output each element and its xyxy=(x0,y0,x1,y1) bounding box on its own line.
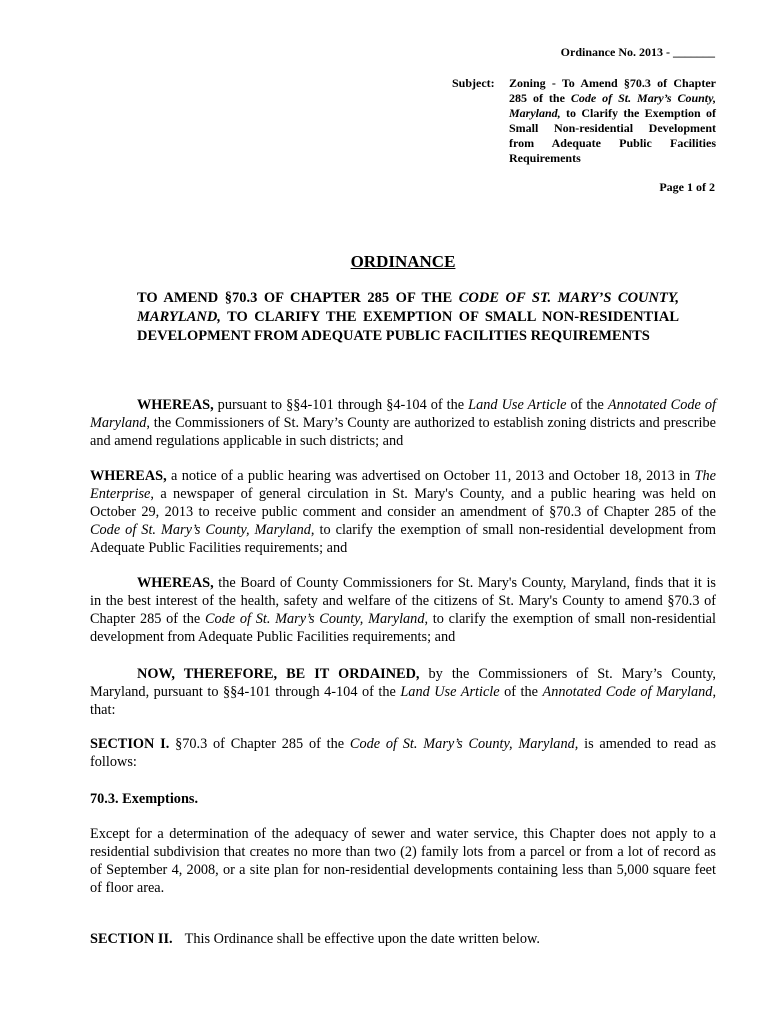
ordained-paragraph: NOW, THEREFORE, BE IT ORDAINED, by the Commissioners of St. Mary’s County, Maryland, pursuant to §§4-101 through 4-104 of the Land Use Article of the Annotated Code of Maryland, that: xyxy=(90,666,717,718)
subject-text: Zoning - To Amend §70.3 of Chapter 285 of the Code of St. Mary’s County, Maryland, to Clarify the Exemption of Small Non-residential Development from Adequate Public Facilities Requirements xyxy=(509,76,717,165)
ordinance-number: Ordinance No. 2013 - _______ xyxy=(560,45,715,59)
section-two: SECTION II. This Ordinance shall be effective upon the date written below. xyxy=(90,931,540,947)
ordinance-heading: TO AMEND §70.3 OF CHAPTER 285 OF THE CODE OF ST. MARY’S COUNTY, MARYLAND, TO CLARIFY THE EXEMPTION OF SMALL NON-RESIDENTIAL DEVELOPMENT FROM ADEQUATE PUBLIC FACILITIES REQUIREMENTS xyxy=(137,290,680,344)
whereas-paragraph-3: WHEREAS, the Board of County Commissioners for St. Mary's County, Maryland, finds that it is in the best interest of the health, safety and welfare of the citizens of St. Mary's County to amend §70.3 of Chapter 285 of the Code of St. Mary’s County, Maryland, to clarify the exemption of small non-residential development from Adequate Public Facilities requirements; and xyxy=(90,575,716,645)
section-one: SECTION I. §70.3 of Chapter 285 of the Code of St. Mary’s County, Maryland, is amended to read as follows: xyxy=(90,736,717,770)
exemptions-text: Except for a determination of the adequacy of sewer and water service, this Chapter does not apply to a residential subdivision that creates no more than two (2) family lots from a parcel or from a lot of record as of September 4, 2008, or a site plan for non-residential developments containing less than 5,000 square feet of floor area. xyxy=(90,826,716,896)
subject-label: Subject: xyxy=(452,76,495,90)
page-number: Page 1 of 2 xyxy=(659,180,715,194)
whereas-paragraph-2: WHEREAS, a notice of a public hearing was advertised on October 11, 2013 and October 18, 2013 in The Enterprise, a newspaper of general circulation in St. Mary's County, and a public hearing was held on October 29, 2013 to receive public comment and consider an amendment of §70.3 of Chapter 285 of the Code of St. Mary’s County, Maryland, to clarify the exemption of small non-residential development from Adequate Public Facilities requirements; and xyxy=(90,468,716,556)
exemptions-heading: 70.3. Exemptions. xyxy=(90,791,199,807)
document-title: ORDINANCE xyxy=(350,252,456,271)
whereas-paragraph-1: WHEREAS, pursuant to §§4-101 through §4-104 of the Land Use Article of the Annotated Code of Maryland, the Commissioners of St. Mary’s County are authorized to establish zoning districts and prescribe and amend regulations applicable in such districts; and xyxy=(90,397,716,449)
